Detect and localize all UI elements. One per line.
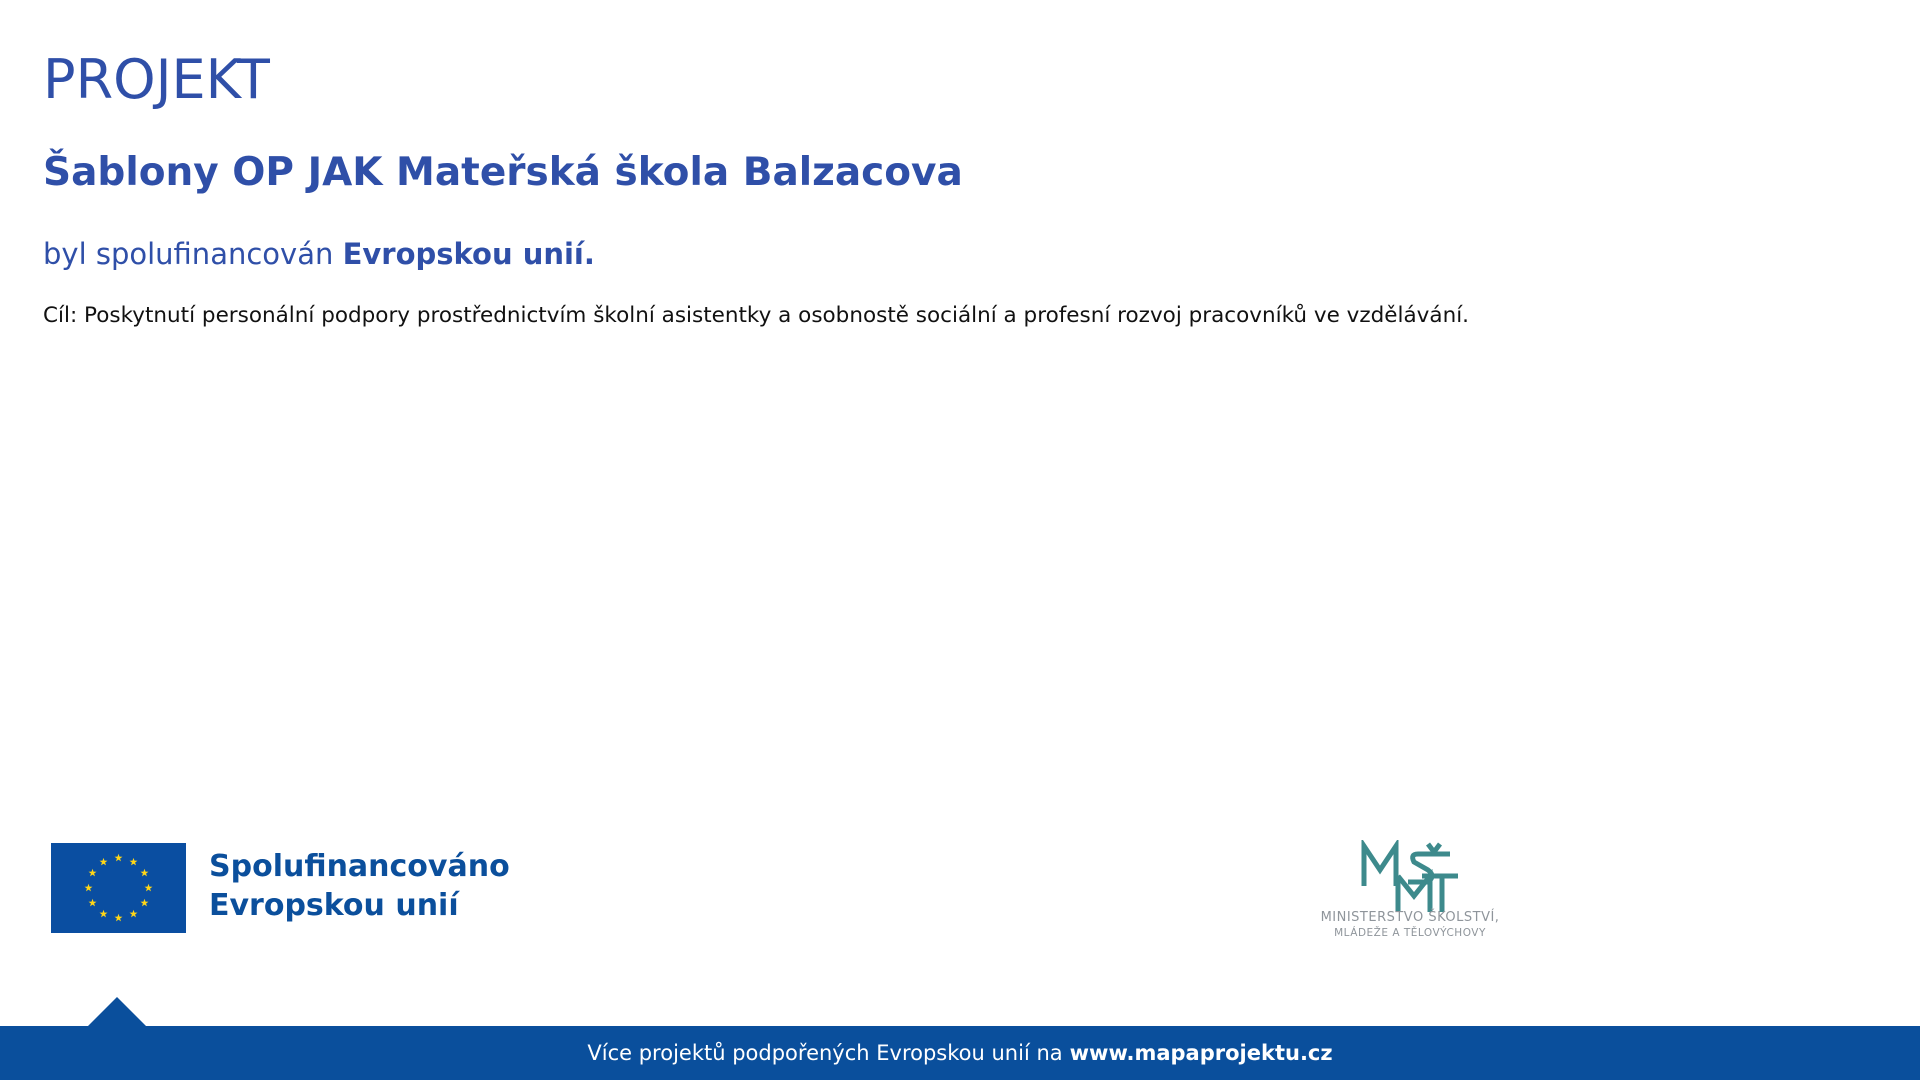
eu-flag-icon [51, 843, 186, 933]
page-heading: PROJEKT [43, 48, 270, 111]
eu-logo-text [209, 847, 510, 925]
project-goal: Cíl: Poskytnutí personální podpory prostřednictvím školní asistentky a osobnostě sociální a profesní rozvoj pracovníků ve vzdělávání. [43, 303, 1470, 328]
footer-text: Více projektů podpořených Evropskou unií na [587, 1041, 1063, 1065]
eu-logo-line2: Evropskou unií [209, 888, 459, 923]
footer-bar [0, 1026, 1920, 1080]
footer-tab-decoration [87, 997, 147, 1027]
cofinancing-prefix: byl spolufinancován [43, 237, 334, 271]
project-title: Šablony OP JAK Mateřská škola Balzacova [43, 150, 963, 195]
eu-logo-line1: Spolufinancováno [209, 849, 510, 884]
msmt-logo-icon [1358, 840, 1458, 912]
footer-link[interactable]: www.mapaprojektu.cz [1069, 1041, 1333, 1065]
msmt-logo-line2: MLÁDEŽE A TĚLOVÝCHOVY [1334, 927, 1486, 939]
msmt-logo [1300, 838, 1520, 948]
msmt-logo-line1: MINISTERSTVO ŠKOLSTVÍ, [1320, 910, 1500, 925]
eu-cofinancing-logo [51, 843, 510, 935]
cofinancing-eu: Evropskou unií. [342, 237, 595, 271]
cofinancing-statement [43, 234, 595, 274]
